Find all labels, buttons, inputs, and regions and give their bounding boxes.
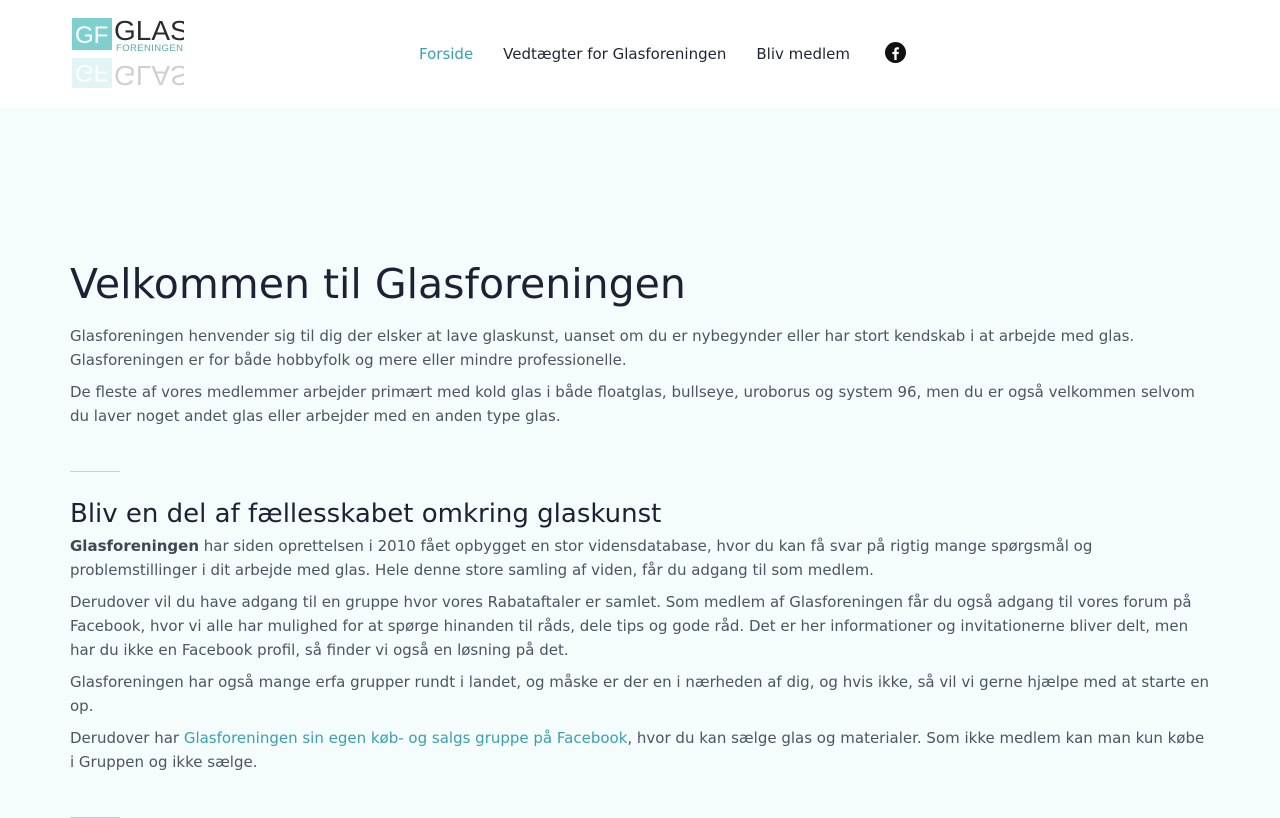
community-paragraph-1 <box>70 534 1210 582</box>
svg-text:GF: GF <box>75 22 109 49</box>
page-title: Velkommen til Glasforeningen <box>70 260 686 308</box>
paragraph-text: Derudover har <box>70 729 184 747</box>
section-title: Bliv en del af fællesskabet omkring glaskunst <box>70 499 662 529</box>
svg-text:GF: GF <box>75 59 109 86</box>
bold-org-name: Glasforeningen <box>70 537 199 555</box>
glasforeningen-logo[interactable] <box>72 16 184 90</box>
svg-text:FORENINGEN: FORENINGEN <box>116 43 184 54</box>
community-paragraph-4 <box>70 726 1210 774</box>
paragraph-text: har siden oprettelsen i 2010 fået opbygget en stor vidensdatabase, hvor du kan få svar på rigtig mange spørgsmål og problemstillinger i dit arbejde med glas. Hele denne store samling af viden, får du adgang til som medlem. <box>70 537 1093 579</box>
facebook-icon[interactable] <box>885 42 906 63</box>
svg-text:GLAS: GLAS <box>114 60 184 90</box>
main-navigation <box>419 44 906 63</box>
svg-text:GLAS: GLAS <box>114 16 184 46</box>
intro-paragraph-2: De fleste af vores medlemmer arbejder primært med kold glas i både floatglas, bullseye, uroborus og system 96, men du er også velkommen selvom du laver noget andet glas eller arbejder med en anden type glas. <box>70 383 1195 425</box>
paragraph-text: , hvor du kan sælge glas og materialer. Som ikke medlem kan man kun købe i Gruppen og ikke sælge. <box>70 729 1205 771</box>
facebook-group-link[interactable]: Glasforeningen sin egen køb- og salgs gruppe på Facebook <box>183 729 628 747</box>
nav-item-vedtaegter[interactable]: Vedtægter for Glasforeningen <box>503 44 727 63</box>
intro-paragraph-1: Glasforeningen henvender sig til dig der elsker at lave glaskunst, uanset om du er nybegynder eller har stort kendskab i at arbejde med glas. Glasforeningen er for både hobbyfolk og mere eller mindre professionelle. <box>70 327 1135 369</box>
nav-item-bliv-medlem[interactable]: Bliv medlem <box>756 44 850 63</box>
logo-graphic <box>72 16 184 90</box>
community-paragraph-3: Glasforeningen har også mange erfa grupper rundt i landet, og måske er der en i nærheden af dig, og hvis ikke, så vil vi gerne hjælpe med at starte en op. <box>70 673 1210 715</box>
site-header <box>0 0 1280 108</box>
section-divider <box>70 471 120 472</box>
nav-item-forside[interactable]: Forside <box>419 44 474 63</box>
community-paragraph-2: Derudover vil du have adgang til en gruppe hvor vores Rabataftaler er samlet. Som medlem af Glasforeningen får du også adgang til vores forum på Facebook, hvor vi alle har mulighed for at spørge hinanden til råds, dele tips og gode råd. Det er her informationer og invitationerne bliver delt, men har du ikke en Facebook profil, så finder vi også en løsning på det. <box>70 593 1192 659</box>
main-content <box>70 256 1210 818</box>
